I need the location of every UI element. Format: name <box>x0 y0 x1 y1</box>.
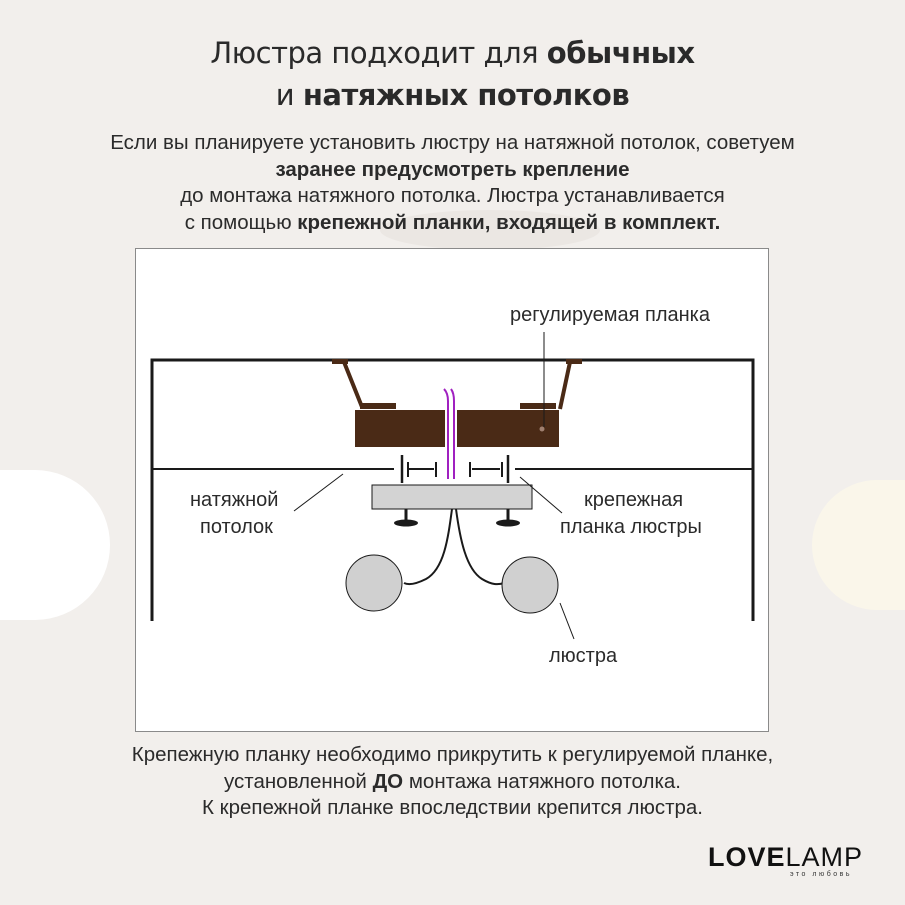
purple-wire-2 <box>451 389 454 479</box>
adjustable-bar-left-block <box>355 410 445 447</box>
right-hanger-leg <box>560 362 570 409</box>
leader-stretch-ceiling <box>294 474 343 511</box>
adjustable-bar-screw-dot <box>540 427 545 432</box>
intro-line-2-bold: заранее предусмотреть крепление <box>275 157 630 181</box>
page-title-line-2 <box>0 78 905 112</box>
left-hanger-bottom-plate <box>360 403 396 409</box>
intro-line-3: до монтажа натяжного потолка. Люстра устанавливается <box>180 184 725 207</box>
title-bold-1: обычных <box>546 36 695 70</box>
chandelier-shade-left <box>346 555 402 611</box>
outro-line-2-bold: ДО <box>372 769 404 793</box>
label-stretch-ceiling-1: натяжной <box>190 489 279 511</box>
wire-to-right-shade <box>456 509 504 584</box>
page-title-line-1 <box>0 36 905 70</box>
brand-logo <box>708 842 878 882</box>
left-screw-head <box>394 520 418 527</box>
outro-paragraph <box>20 742 885 822</box>
intro-line-4-regular: с помощью <box>184 210 298 234</box>
title-bold-2: натяжных потолков <box>302 78 630 112</box>
left-hanger-leg <box>344 362 362 407</box>
logo-tagline: это любовь <box>790 871 852 878</box>
chandelier-shade-right <box>502 557 558 613</box>
mount-bar <box>372 485 532 509</box>
label-stretch-ceiling-2: потолок <box>200 516 273 538</box>
right-hanger-bottom-plate <box>520 403 556 409</box>
title-regular-2: и <box>275 78 303 112</box>
mounting-diagram <box>135 248 769 732</box>
intro-line-1: Если вы планируете установить люстру на натяжной потолок, советуем <box>110 131 795 154</box>
outro-line-2-regular-b: монтажа натяжного потолка. <box>403 769 681 793</box>
logo-regular-part: LAMP <box>785 842 864 872</box>
background-lamp-left <box>0 470 110 620</box>
label-mount-bar-2: планка люстры <box>560 516 702 538</box>
outro-line-3: К крепежной планке впоследствии крепится люстра. <box>202 796 703 819</box>
outro-line-1: Крепежную планку необходимо прикрутить к регулируемой планке, <box>131 743 774 766</box>
label-chandelier: люстра <box>549 645 618 667</box>
title-regular-1: Люстра подходит для <box>210 36 547 70</box>
logo-bold-part: LOVE <box>708 842 786 872</box>
background-lamp-right <box>812 480 905 610</box>
leader-chandelier <box>560 603 574 639</box>
label-adjustable-bar: регулируемая планка <box>510 304 710 326</box>
label-mount-bar-1: крепежная <box>584 489 684 511</box>
intro-paragraph <box>20 130 885 236</box>
intro-line-4-bold: крепежной планки, входящей в комплект. <box>297 210 721 234</box>
right-screw-head <box>496 520 520 527</box>
mounting-diagram-svg <box>136 249 770 733</box>
outro-line-2-regular-a: установленной <box>224 769 373 793</box>
